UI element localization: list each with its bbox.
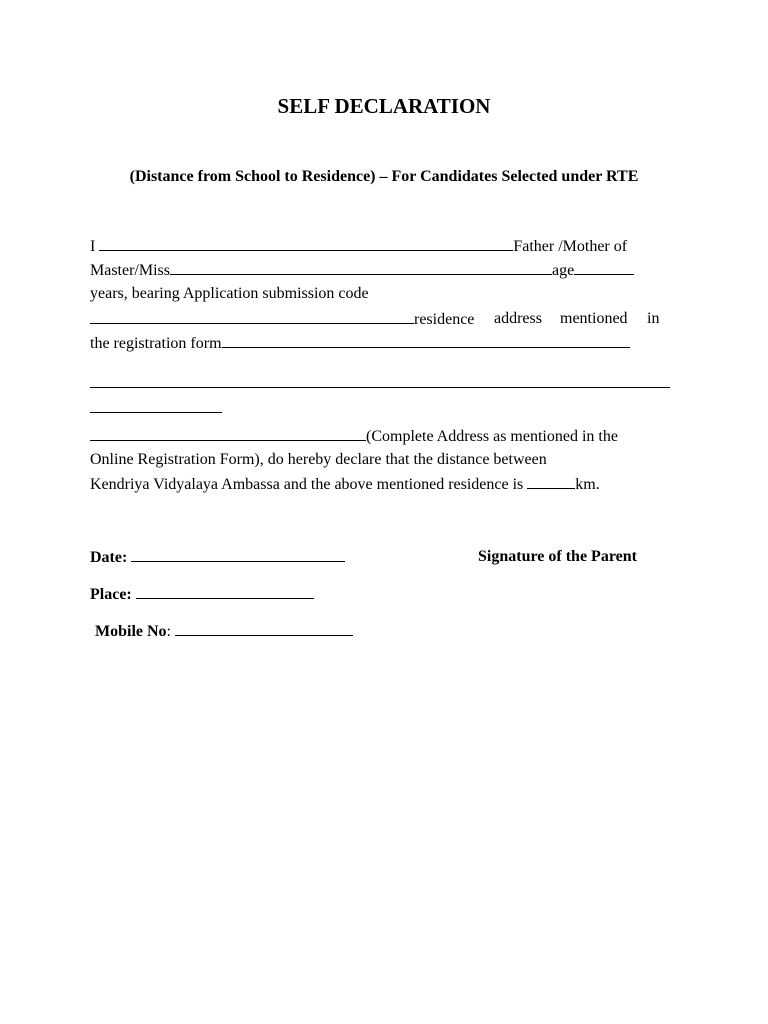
declaration-line-8 [90, 426, 618, 447]
document-subtitle: (Distance from School to Residence) – For Candidates Selected under RTE [129, 168, 639, 185]
in-word: in [647, 310, 660, 327]
declaration-line-4 [90, 309, 662, 330]
declaration-i-label: I [90, 238, 96, 255]
child-label: Master/Miss [90, 262, 170, 279]
mentioned-word: mentioned [560, 310, 628, 327]
residence-address-blank-1 [222, 333, 630, 348]
date-blank [131, 547, 345, 562]
km-unit: km. [575, 476, 600, 493]
place-label: Place: [90, 586, 132, 603]
signature-label: Signature of the Parent [478, 548, 637, 565]
declaration-line-10 [90, 474, 600, 495]
place-blank [136, 584, 314, 599]
declaration-line-5 [90, 333, 630, 354]
declaration-line-2 [90, 260, 634, 281]
parent-name-blank [99, 236, 513, 251]
registration-form-label: the registration form [90, 335, 222, 352]
residence-address-blank-3 [90, 412, 222, 413]
application-code-blank [90, 309, 414, 324]
residence-address-blank-2 [90, 387, 670, 388]
mobile-colon: : [166, 623, 171, 640]
mobile-row [95, 621, 353, 642]
parent-relation-label: Father /Mother of [513, 238, 628, 255]
distance-km-blank [527, 474, 575, 489]
declaration-line-9: Online Registration Form), do hereby declare that the distance between [90, 451, 547, 468]
date-row [90, 547, 345, 568]
residence-address-blank-4 [90, 426, 366, 441]
date-label: Date: [90, 549, 128, 566]
age-label: age [552, 262, 575, 279]
declaration-line-1 [90, 236, 627, 257]
address-word: address [494, 310, 542, 327]
document-title: SELF DECLARATION [277, 94, 491, 118]
complete-address-note: (Complete Address as mentioned in the [366, 428, 618, 445]
age-blank [574, 260, 634, 275]
mobile-blank [175, 621, 353, 636]
mobile-label: Mobile No [95, 623, 167, 640]
child-name-blank [170, 260, 552, 275]
residence-word: residence [414, 311, 475, 328]
distance-statement: Kendriya Vidyalaya Ambassa and the above mentioned residence is [90, 476, 524, 493]
place-row [90, 584, 314, 605]
declaration-line-3: years, bearing Application submission code [90, 285, 369, 302]
